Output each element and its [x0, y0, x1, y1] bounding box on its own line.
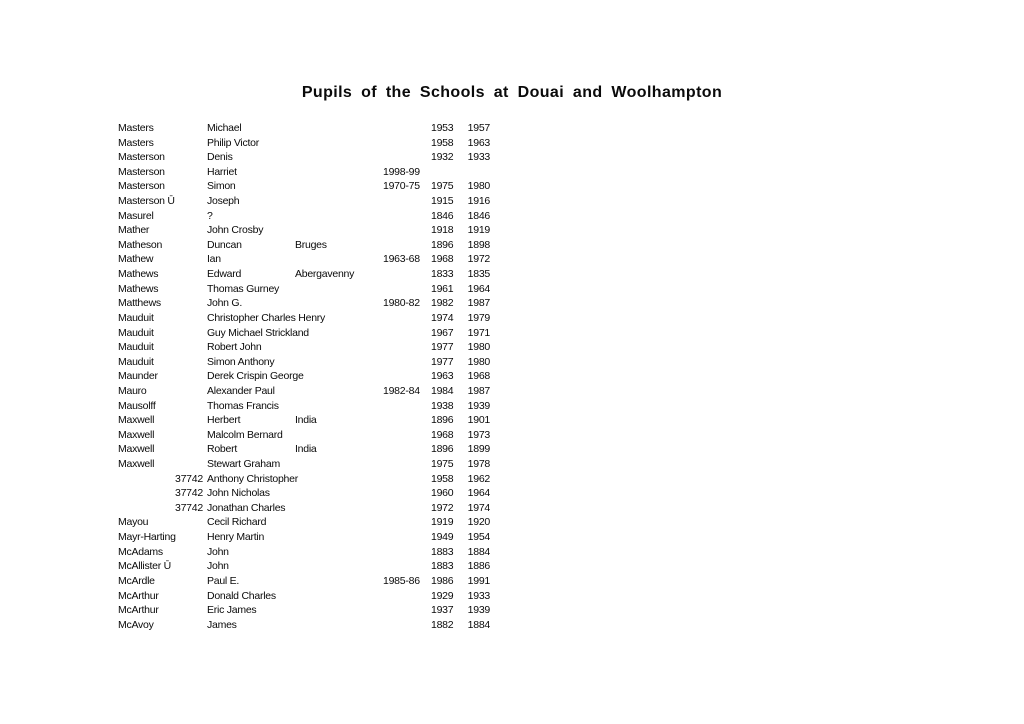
cell-forename: Paul E.: [207, 574, 240, 587]
cell-forename: Thomas Gurney: [207, 282, 280, 295]
table-row: [118, 326, 490, 341]
cell-to: 1884: [467, 618, 490, 631]
cell-surname: Mausolff: [118, 399, 156, 412]
table-row: [118, 486, 490, 501]
table-row: [118, 136, 490, 151]
cell-from: 1977: [431, 355, 454, 368]
cell-forename: John: [207, 560, 229, 573]
cell-from: 1984: [431, 384, 454, 397]
cell-forename: Guy Michael Strickland: [207, 326, 309, 339]
cell-forename: Anthony Christopher: [207, 472, 298, 485]
cell-surname: Matthews: [118, 297, 161, 310]
cell-surname: Mayr-Harting: [118, 531, 176, 544]
cell-to: 1968: [467, 370, 490, 383]
cell-to: 1835: [467, 268, 490, 281]
cell-to: 1980: [467, 180, 490, 193]
cell-forename: Joseph: [207, 195, 240, 208]
cell-from: 1960: [431, 487, 454, 500]
cell-surname: Mathews: [118, 268, 159, 281]
cell-from: 1958: [431, 136, 454, 149]
cell-from: 1918: [431, 224, 454, 237]
cell-surname: Masters: [118, 122, 154, 134]
table-row: [118, 282, 490, 297]
cell-years: 1982-84: [383, 384, 420, 397]
cell-surname: Masterson: [118, 180, 165, 193]
cell-forename: John Crosby: [207, 224, 264, 237]
cell-forename: John G.: [207, 297, 243, 310]
cell-from: 1972: [431, 501, 454, 514]
cell-forename: Alexander Paul: [207, 384, 275, 397]
cell-from: 1977: [431, 341, 454, 354]
cell-to: 1933: [467, 151, 490, 164]
cell-to: 1939: [467, 399, 490, 412]
cell-surname: Masterson: [118, 165, 165, 178]
cell-surname: Mayou: [118, 516, 149, 529]
table-row: [118, 238, 490, 253]
cell-from: 1883: [431, 560, 454, 573]
table-row: [118, 457, 490, 472]
table-row: [118, 399, 490, 414]
cell-to: 1916: [467, 195, 490, 208]
cell-from: 1938: [431, 399, 454, 412]
cell-from: 1937: [431, 604, 454, 617]
table-row: [118, 515, 490, 530]
cell-surname: Masurel: [118, 209, 154, 222]
cell-to: 1901: [467, 414, 490, 427]
cell-forename: John Nicholas: [207, 487, 270, 500]
cell-forename: John: [207, 545, 229, 558]
cell-from: 1974: [431, 311, 454, 324]
cell-from: 1963: [431, 370, 454, 383]
cell-from: 1896: [431, 414, 454, 427]
cell-from: 1846: [431, 209, 454, 222]
cell-from: 1949: [431, 531, 454, 544]
cell-forename: Eric James: [207, 604, 257, 617]
table-row: [118, 369, 490, 384]
cell-forename: Philip Victor: [207, 136, 259, 149]
cell-surname: Masterson: [118, 151, 165, 164]
cell-years: 1998-99: [383, 165, 420, 178]
table-row: [118, 472, 490, 487]
cell-from: 1896: [431, 443, 454, 456]
table-row: [118, 179, 490, 194]
table-row: [118, 603, 490, 618]
cell-surname: Maxwell: [118, 414, 155, 427]
table-row: [118, 209, 490, 224]
cell-place: Bruges: [295, 238, 327, 251]
cell-years: 1985-86: [383, 574, 420, 587]
cell-surname: McArthur: [118, 589, 159, 602]
cell-to: 1987: [467, 384, 490, 397]
cell-surname: McAllister Ū: [118, 560, 172, 573]
cell-forename: Edward: [207, 268, 242, 281]
cell-from: 1929: [431, 589, 454, 602]
cell-from: 1915: [431, 195, 454, 208]
cell-from: 1986: [431, 574, 454, 587]
table-row: [118, 559, 490, 574]
cell-surname: Maxwell: [118, 458, 155, 471]
cell-surname: McAvoy: [118, 618, 154, 631]
cell-from: 1882: [431, 618, 454, 631]
cell-years: 1963-68: [383, 253, 420, 266]
cell-to: 1974: [467, 501, 490, 514]
table-row: [118, 442, 490, 457]
cell-from: 1932: [431, 151, 454, 164]
table-row: [118, 296, 490, 311]
table-row: [118, 223, 490, 238]
cell-to: 1973: [467, 428, 490, 441]
cell-to: 1954: [467, 531, 490, 544]
cell-number: 37742: [175, 472, 203, 485]
cell-forename: Derek Crispin George: [207, 370, 304, 383]
page-title: Pupils of the Schools at Douai and Woolhampton: [301, 84, 723, 101]
table-row: [118, 428, 490, 443]
cell-surname: Mathew: [118, 253, 154, 266]
table-row: [118, 618, 490, 633]
cell-to: 1979: [467, 311, 490, 324]
cell-from: 1953: [431, 122, 454, 134]
cell-to: 1963: [467, 136, 490, 149]
table-row: [118, 589, 490, 604]
cell-surname: Mauduit: [118, 326, 154, 339]
cell-surname: Mathews: [118, 282, 159, 295]
table-row: [118, 545, 490, 560]
cell-place: India: [295, 414, 317, 427]
table-row: [118, 384, 490, 399]
cell-forename: Duncan: [207, 238, 242, 251]
cell-to: 1980: [467, 341, 490, 354]
cell-to: 1884: [467, 545, 490, 558]
cell-to: 1899: [467, 443, 490, 456]
cell-from: 1968: [431, 428, 454, 441]
cell-to: 1939: [467, 604, 490, 617]
table-row: [118, 165, 490, 180]
cell-forename: Herbert: [207, 414, 241, 427]
cell-place: India: [295, 443, 317, 456]
table-row: [118, 501, 490, 516]
cell-forename: Denis: [207, 151, 233, 164]
cell-surname: Mather: [118, 224, 150, 237]
cell-forename: Malcolm Bernard: [207, 428, 283, 441]
table-row: [118, 150, 490, 165]
pupils-table: [118, 121, 490, 632]
cell-from: 1968: [431, 253, 454, 266]
cell-surname: Maunder: [118, 370, 158, 383]
cell-to: 1972: [467, 253, 490, 266]
cell-forename: Cecil Richard: [207, 516, 267, 529]
cell-surname: Masters: [118, 136, 154, 149]
cell-surname: McArthur: [118, 604, 159, 617]
cell-surname: Masterson Ū: [118, 195, 175, 208]
cell-forename: Jonathan Charles: [207, 501, 286, 514]
cell-from: 1883: [431, 545, 454, 558]
cell-to: 1978: [467, 458, 490, 471]
cell-to: 1920: [467, 516, 490, 529]
cell-from: 1975: [431, 458, 454, 471]
cell-surname: Maxwell: [118, 443, 155, 456]
cell-years: 1980-82: [383, 297, 420, 310]
table-row: [118, 194, 490, 209]
cell-place: Abergavenny: [295, 268, 355, 281]
cell-from: 1982: [431, 297, 454, 310]
cell-forename: Henry Martin: [207, 531, 265, 544]
table-row: [118, 121, 490, 136]
cell-to: 1964: [467, 282, 490, 295]
table-row: [118, 355, 490, 370]
cell-forename: Michael: [207, 122, 242, 134]
cell-to: 1964: [467, 487, 490, 500]
cell-to: 1919: [467, 224, 490, 237]
cell-years: 1970-75: [383, 180, 420, 193]
cell-from: 1919: [431, 516, 454, 529]
cell-surname: Matheson: [118, 238, 163, 251]
cell-to: 1987: [467, 297, 490, 310]
cell-surname: Mauduit: [118, 311, 154, 324]
cell-forename: Ian: [207, 253, 221, 266]
cell-surname: Maxwell: [118, 428, 155, 441]
cell-number: 37742: [175, 501, 203, 514]
cell-from: 1967: [431, 326, 454, 339]
cell-forename: James: [207, 618, 237, 631]
table-row: [118, 252, 490, 267]
cell-from: 1833: [431, 268, 454, 281]
cell-from: 1975: [431, 180, 454, 193]
cell-from: 1961: [431, 282, 454, 295]
cell-forename: Robert: [207, 443, 238, 456]
table-row: [118, 340, 490, 355]
cell-surname: Mauduit: [118, 341, 154, 354]
cell-to: 1933: [467, 589, 490, 602]
cell-to: 1898: [467, 238, 490, 251]
cell-to: 1980: [467, 355, 490, 368]
cell-to: 1962: [467, 472, 490, 485]
cell-from: 1958: [431, 472, 454, 485]
cell-surname: McArdle: [118, 574, 155, 587]
table-row: [118, 267, 490, 282]
table-row: [118, 574, 490, 589]
cell-number: 37742: [175, 487, 203, 500]
cell-surname: Mauduit: [118, 355, 154, 368]
cell-to: 1886: [467, 560, 490, 573]
cell-forename: Stewart Graham: [207, 458, 280, 471]
cell-forename: Simon: [207, 180, 236, 193]
cell-to: 1957: [467, 122, 490, 134]
cell-from: 1896: [431, 238, 454, 251]
table-row: [118, 530, 490, 545]
table-row: [118, 311, 490, 326]
cell-surname: Mauro: [118, 384, 147, 397]
cell-forename: Christopher Charles Henry: [207, 311, 326, 324]
table-row: [118, 413, 490, 428]
cell-forename: Harriet: [207, 165, 237, 178]
cell-to: 1991: [467, 574, 490, 587]
cell-to: 1971: [467, 326, 490, 339]
cell-forename: Donald Charles: [207, 589, 276, 602]
cell-forename: Simon Anthony: [207, 355, 275, 368]
cell-forename: Thomas Francis: [207, 399, 279, 412]
cell-to: 1846: [467, 209, 490, 222]
cell-surname: McAdams: [118, 545, 163, 558]
cell-forename: ?: [207, 209, 213, 222]
cell-forename: Robert John: [207, 341, 262, 354]
